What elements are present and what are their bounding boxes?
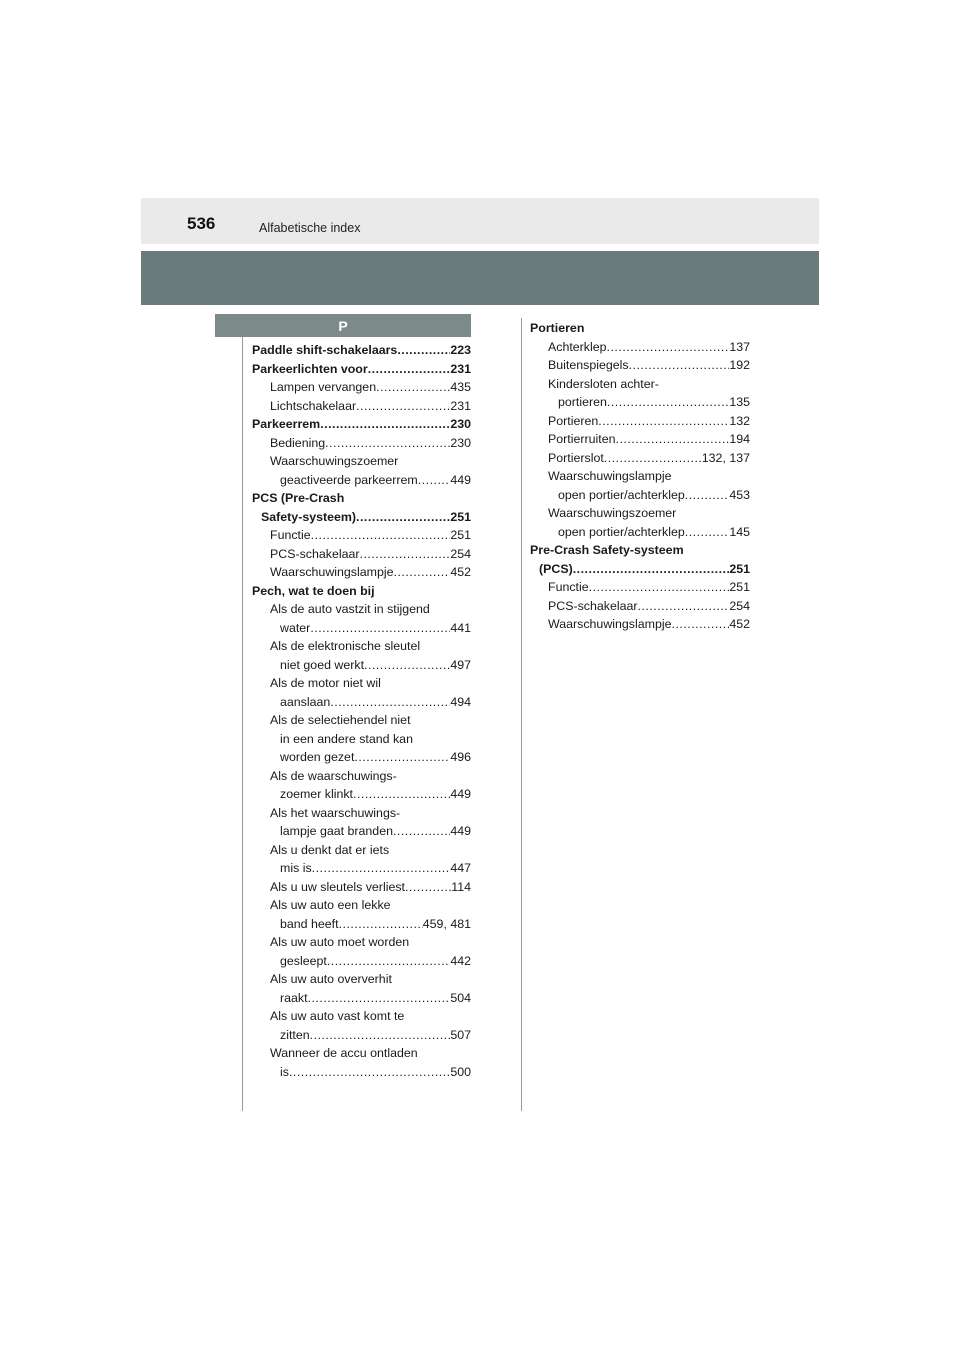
index-entry: Parkeerlichten voor ..... 231 <box>252 360 471 379</box>
index-subentry-text: Als uw auto oververhit <box>270 972 392 986</box>
index-subentry: water ..... 441 <box>252 619 471 638</box>
index-subentry: lampje gaat branden ..... 449 <box>252 822 471 841</box>
index-entry-text: Pre-Crash Safety-systeem <box>530 543 684 557</box>
index-subentry-text: Waarschuwingslampje <box>548 469 672 483</box>
index-subentry-text: Als de waarschuwings- <box>270 768 397 783</box>
index-entry: Parkeerrem ..... 230 <box>252 415 471 434</box>
right-column-rule <box>521 318 522 1111</box>
index-subentry-text: in een andere stand kan <box>280 731 413 746</box>
index-subentry: open portier/achterklep ..... 145 <box>530 523 750 542</box>
index-subentry-text: Als de motor niet wil <box>270 676 381 690</box>
index-entry-text: PCS (Pre-Crash <box>252 491 345 505</box>
index-entry-text: Portieren <box>530 321 585 335</box>
index-entry-text: Pech, wat te doen bij <box>252 583 375 598</box>
index-subentry: PCS-schakelaar ..... 254 <box>252 545 471 564</box>
index-subentry: gesleept ..... 442 <box>252 952 471 971</box>
index-subentry: Buitenspiegels ..... 192 <box>530 356 750 375</box>
index-subentry: Lampen vervangen ..... 435 <box>252 378 471 397</box>
page-header <box>141 198 819 244</box>
index-subentry-text: Als uw auto een lekke <box>270 898 391 912</box>
section-title: Alfabetische index <box>259 221 361 235</box>
index-subentry: Portierruiten ..... 194 <box>530 430 750 449</box>
index-subentry: portieren ..... 135 <box>530 393 750 412</box>
index-subentry: zoemer klinkt ..... 449 <box>252 785 471 804</box>
left-column-rule <box>242 337 243 1111</box>
header-band <box>141 251 819 305</box>
index-subentry: Achterklep ..... 137 <box>530 338 750 357</box>
index-subentry-text: Wanneer de accu ontladen <box>270 1046 418 1060</box>
index-subentry: open portier/achterklep ..... 453 <box>530 486 750 505</box>
index-subentry: Waarschuwingslampje ..... 452 <box>252 563 471 582</box>
index-subentry: niet goed werkt ..... 497 <box>252 656 471 675</box>
index-subentry: PCS-schakelaar ..... 254 <box>530 597 750 616</box>
index-entry: (PCS) ..... 251 <box>530 560 750 579</box>
index-subentry-text: Als het waarschuwings- <box>270 805 401 820</box>
index-subentry-text: Als de auto vastzit in stijgend <box>270 602 430 616</box>
index-subentry: zitten ..... 507 <box>252 1026 471 1045</box>
index-subentry-text: Kindersloten achter- <box>548 376 659 391</box>
index-subentry-text: Als uw auto moet worden <box>270 935 410 949</box>
index-subentry: Lichtschakelaar ..... 231 <box>252 397 471 416</box>
index-column-right <box>530 319 750 634</box>
index-entry: Paddle shift-schakelaars ..... 223 <box>252 341 471 360</box>
index-subentry-text: Als uw auto vast komt te <box>270 1009 405 1023</box>
index-subentry: aanslaan ..... 494 <box>252 693 471 712</box>
index-subentry: Portieren ..... 132 <box>530 412 750 431</box>
index-subentry: Bediening ..... 230 <box>252 434 471 453</box>
index-subentry: raakt ..... 504 <box>252 989 471 1008</box>
index-subentry: geactiveerde parkeerrem ..... 449 <box>252 471 471 490</box>
index-subentry: band heeft ..... 459, 481 <box>252 915 471 934</box>
index-subentry-text: Als de elektronische sleutel <box>270 639 421 653</box>
page-number: 536 <box>187 214 216 233</box>
index-subentry: mis is ..... 447 <box>252 859 471 878</box>
index-subentry-text: Waarschuwingszoemer <box>270 454 399 468</box>
index-column-left <box>252 341 471 1081</box>
index-subentry: worden gezet ..... 496 <box>252 748 471 767</box>
index-subentry: Functie ..... 251 <box>530 578 750 597</box>
index-entry: Safety-systeem) ..... 251 <box>252 508 471 527</box>
index-subentry: is ..... 500 <box>252 1063 471 1082</box>
index-letter-tab: P <box>215 314 471 337</box>
index-subentry: Waarschuwingslampje ..... 452 <box>530 615 750 634</box>
index-subentry: Als u uw sleutels verliest ..... 114 <box>252 878 471 897</box>
index-subentry: Functie ..... 251 <box>252 526 471 545</box>
index-subentry: Portierslot ..... 132, 137 <box>530 449 750 468</box>
index-subentry-text: Als de selectiehendel niet <box>270 713 411 727</box>
index-subentry-text: Waarschuwingszoemer <box>548 506 677 520</box>
index-subentry-text: Als u denkt dat er iets <box>270 842 390 857</box>
